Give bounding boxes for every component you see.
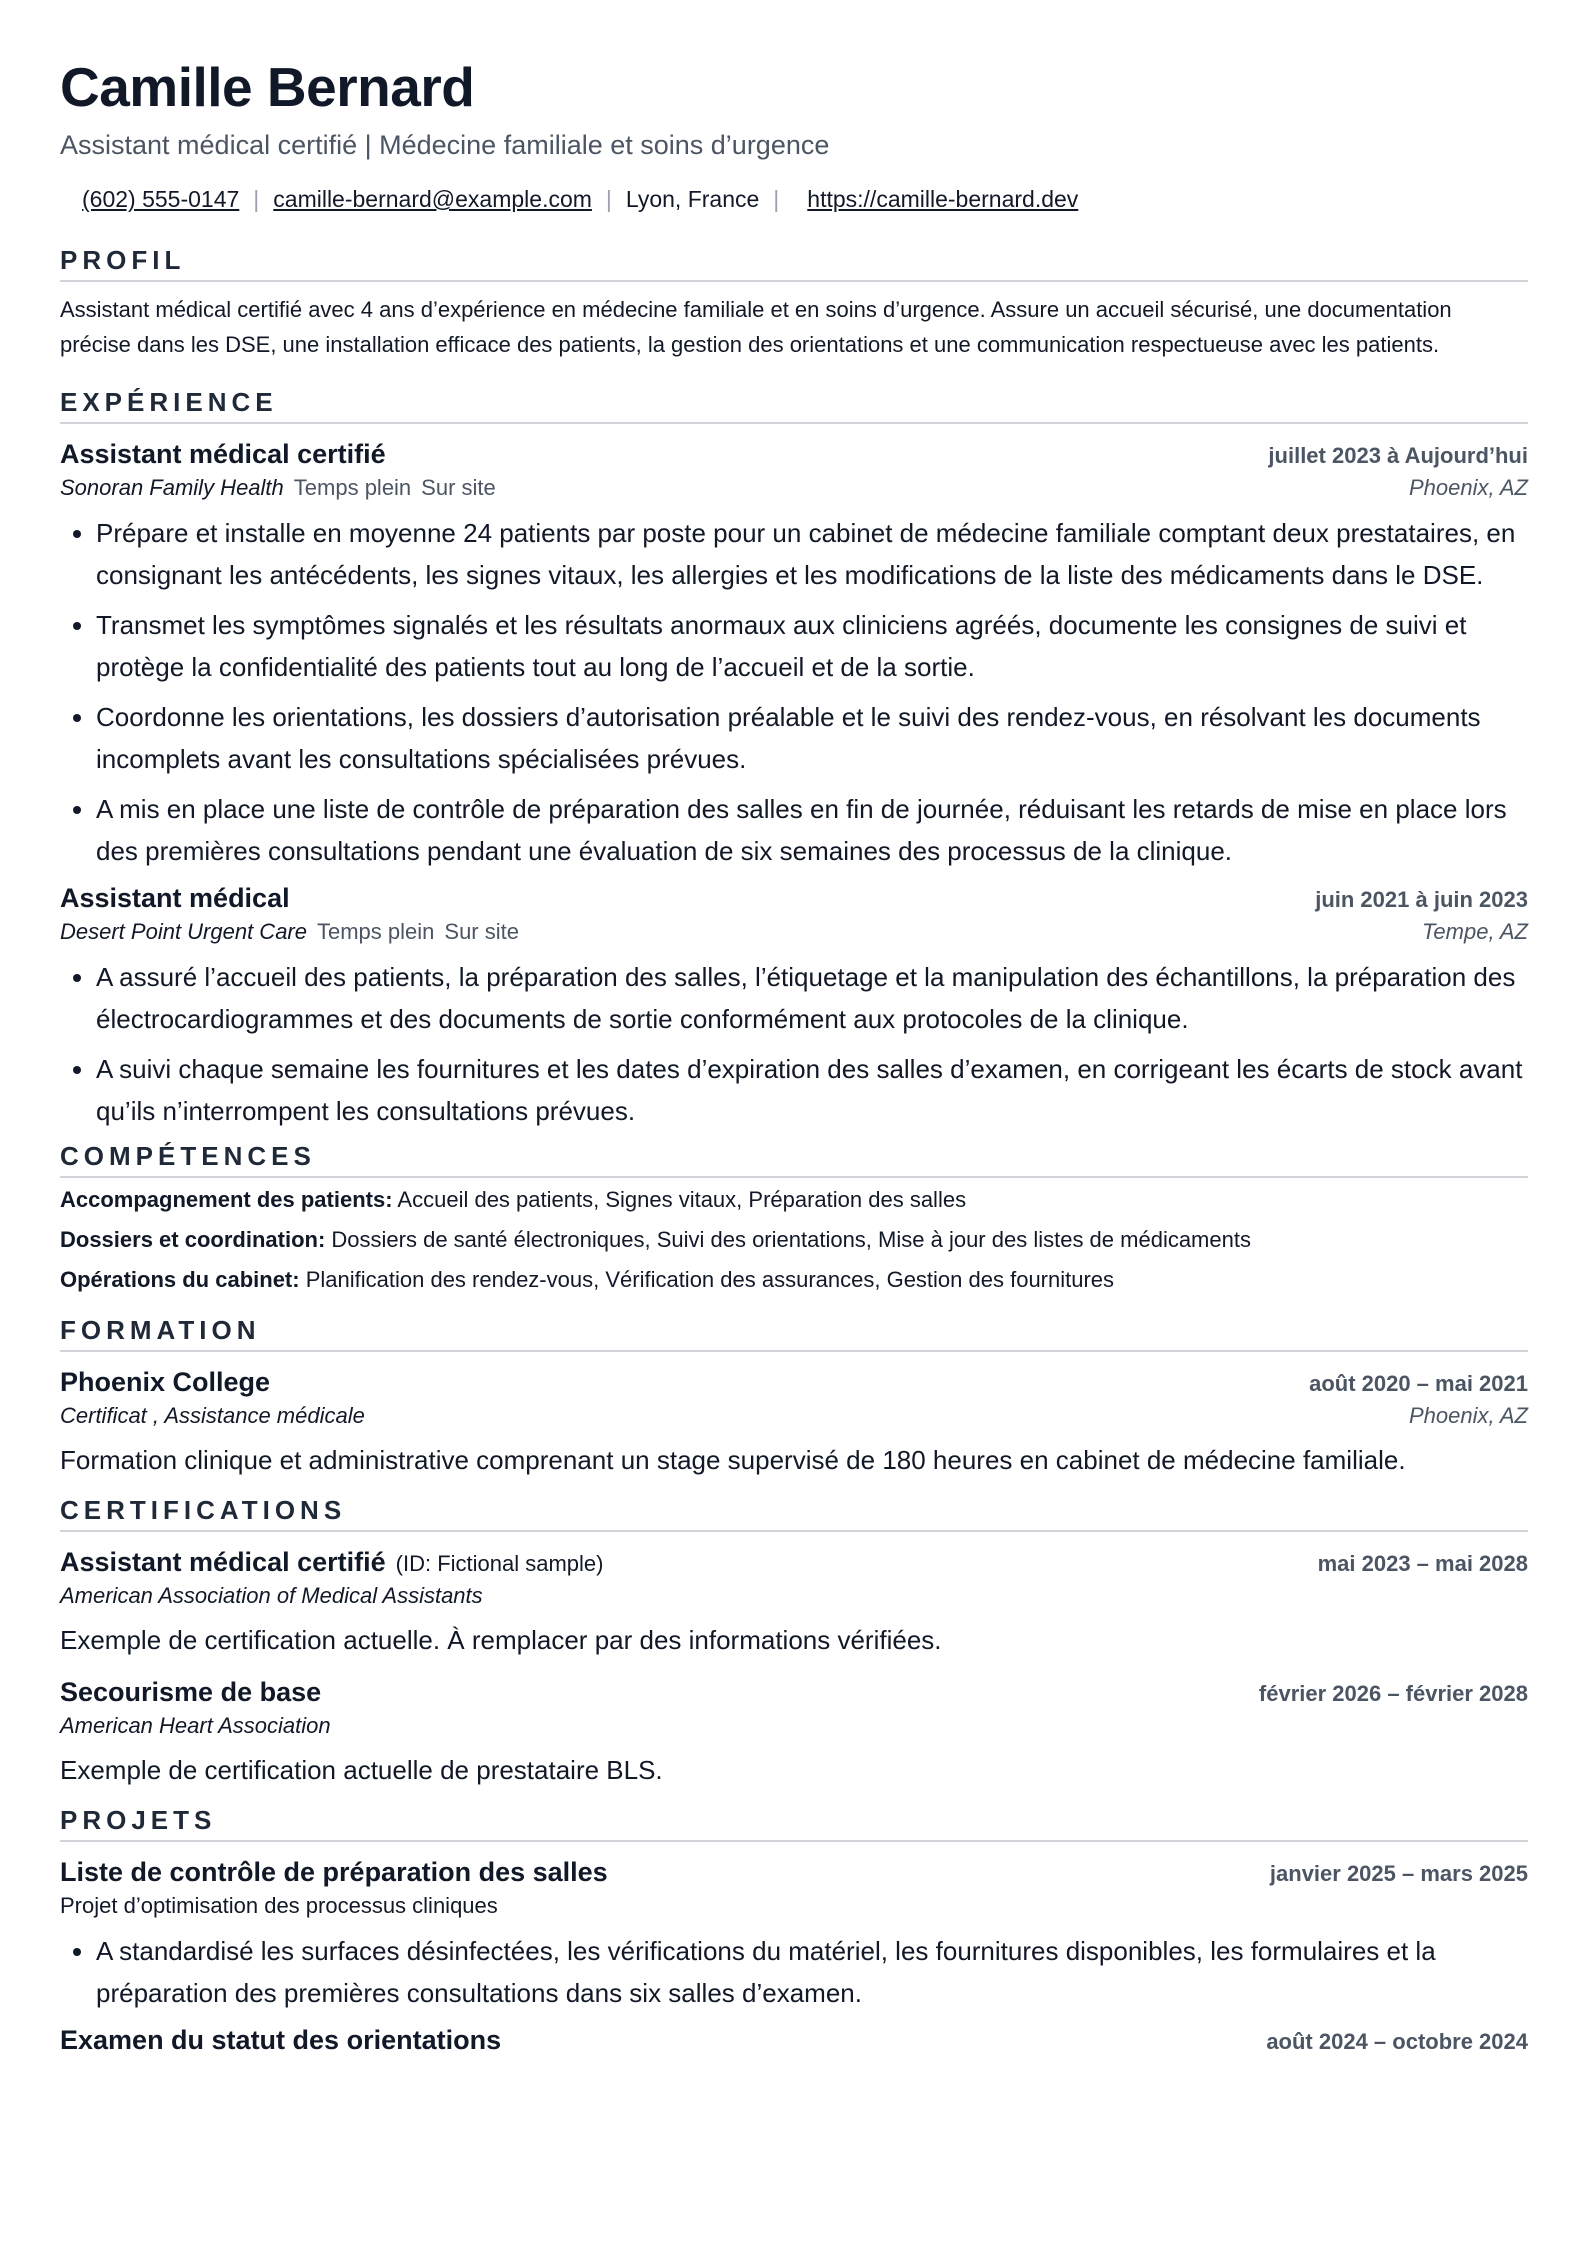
skill-value: Dossiers de santé électroniques, Suivi des orientations, Mise à jour des listes de médicaments (331, 1227, 1251, 1252)
section-title-certifications: CERTIFICATIONS (60, 1494, 1528, 1532)
education-location: Phoenix, AZ (1408, 1403, 1528, 1428)
project-bullets (60, 1930, 1528, 2014)
skill-label: Opérations du cabinet: (60, 1267, 300, 1292)
job-entry (60, 436, 1528, 872)
education-dates: août 2020 – mai 2021 (1309, 1371, 1528, 1396)
headline: Assistant médical certifié | Médecine familiale et soins d’urgence (60, 130, 830, 160)
job-type: Temps plein (317, 919, 435, 944)
certification-id: (ID: Fictional sample) (395, 1551, 604, 1576)
project-name: Liste de contrôle de préparation des salles (60, 1857, 608, 1887)
section-title-projects: PROJETS (60, 1804, 1528, 1842)
bullet-item: • A mis en place une liste de contrôle de préparation des salles en fin de journée, réduisant les retards de mise en place lors des premières consultations pendant une évaluation de six semaines des processus de la clinique. (96, 788, 1528, 872)
degree: Certificat , Assistance médicale (60, 1403, 365, 1428)
job-dates: juin 2021 à juin 2023 (1315, 887, 1528, 912)
phone-link[interactable]: (602) 555-0147 (82, 186, 240, 212)
skill-value: Accueil des patients, Signes vitaux, Préparation des salles (397, 1187, 967, 1212)
email-link[interactable]: camille-bernard@example.com (273, 186, 592, 212)
separator: | (253, 186, 260, 212)
job-role: Assistant médical (60, 883, 290, 913)
certification-dates: mai 2023 – mai 2028 (1317, 1551, 1528, 1576)
school-name: Phoenix College (60, 1367, 271, 1397)
skill-row (60, 1220, 1528, 1260)
skill-row (60, 1260, 1528, 1300)
certification-name: Secourisme de base (60, 1677, 322, 1707)
bullet-item: • Prépare et installe en moyenne 24 patients par poste pour un cabinet de médecine familiale comptant deux prestataires, en consignant les antécédents, les signes vitaux, les allergies et les modifications de la liste des médicaments dans le DSE. (96, 512, 1528, 596)
project-dates: janvier 2025 – mars 2025 (1269, 1861, 1528, 1886)
project-name: Examen du statut des orientations (60, 2025, 502, 2055)
project-entry (60, 1854, 1528, 2014)
section-title-skills: COMPÉTENCES (60, 1140, 1528, 1178)
certification-description: Exemple de certification actuelle. À remplacer par des informations vérifiées. (60, 1625, 942, 1655)
project-entry (60, 2022, 1528, 2058)
job-dates: juillet 2023 à Aujourd’hui (1268, 443, 1528, 468)
skill-value: Planification des rendez-vous, Vérification des assurances, Gestion des fournitures (305, 1267, 1115, 1292)
job-bullets (60, 956, 1528, 1132)
job-type: Temps plein (293, 475, 412, 500)
certification-dates: février 2026 – février 2028 (1258, 1681, 1528, 1706)
job-org: Desert Point Urgent Care (60, 919, 307, 944)
education-description: Formation clinique et administrative comprenant un stage supervisé de 180 heures en cabinet de médecine familiale. (60, 1445, 1406, 1475)
section-title-profile: PROFIL (60, 244, 1528, 282)
skills-list (60, 1180, 1528, 1300)
candidate-name: Camille Bernard (60, 56, 475, 118)
certification-entry (60, 1544, 1528, 1660)
location-text: Lyon, France (625, 186, 760, 212)
separator: | (773, 186, 780, 212)
job-location: Tempe, AZ (1422, 919, 1528, 944)
certification-issuer: American Association of Medical Assistants (60, 1583, 483, 1608)
bullet-item: • A suivi chaque semaine les fournitures et les dates d’expiration des salles d’examen, en corrigeant les écarts de stock avant qu’ils n’interrompent les consultations prévues. (96, 1048, 1528, 1132)
job-mode: Sur site (444, 919, 519, 944)
job-bullets (60, 512, 1528, 872)
education-entry (60, 1364, 1528, 1480)
profile-summary: Assistant médical certifié avec 4 ans d’expérience en médecine familiale et en soins d’urgence. Assure un accueil sécurisé, une documentation précise dans les DSE, une installation efficace des patients, la gestion des orientations et une communication respectueuse avec les patients. (60, 297, 1452, 357)
project-dates: août 2024 – octobre 2024 (1266, 2029, 1528, 2054)
job-entry (60, 880, 1528, 1132)
certification-issuer: American Heart Association (60, 1713, 331, 1738)
skill-label: Dossiers et coordination: (60, 1227, 326, 1252)
job-location: Phoenix, AZ (1408, 475, 1528, 500)
certification-entry (60, 1674, 1528, 1790)
job-org: Sonoran Family Health (60, 475, 284, 500)
skill-row (60, 1180, 1528, 1220)
certification-description: Exemple de certification actuelle de prestataire BLS. (60, 1755, 663, 1785)
contact-line (60, 184, 1528, 214)
bullet-item: • Coordonne les orientations, les dossiers d’autorisation préalable et le suivi des rendez-vous, en résolvant les documents incomplets avant les consultations spécialisées prévues. (96, 696, 1528, 780)
skill-label: Accompagnement des patients: (60, 1187, 393, 1212)
bullet-item: • Transmet les symptômes signalés et les résultats anormaux aux cliniciens agréés, documente les consignes de suivi et protège la confidentialité des patients tout au long de l’accueil et de la sortie. (96, 604, 1528, 688)
job-role: Assistant médical certifié (60, 439, 386, 469)
section-title-education: FORMATION (60, 1314, 1528, 1352)
project-subtitle: Projet d’optimisation des processus cliniques (60, 1893, 498, 1918)
website-link[interactable]: https://camille-bernard.dev (807, 186, 1079, 212)
section-title-experience: EXPÉRIENCE (60, 386, 1528, 424)
bullet-item: • A assuré l’accueil des patients, la préparation des salles, l’étiquetage et la manipulation des échantillons, la préparation des électrocardiogrammes et des documents de sortie conformément aux protocoles de la clinique. (96, 956, 1528, 1040)
separator: | (605, 186, 612, 212)
job-mode: Sur site (421, 475, 496, 500)
certification-name: Assistant médical certifié (60, 1547, 386, 1577)
bullet-item: • A standardisé les surfaces désinfectées, les vérifications du matériel, les fournitures disponibles, les formulaires et la préparation des premières consultations dans six salles d’examen. (96, 1930, 1528, 2014)
